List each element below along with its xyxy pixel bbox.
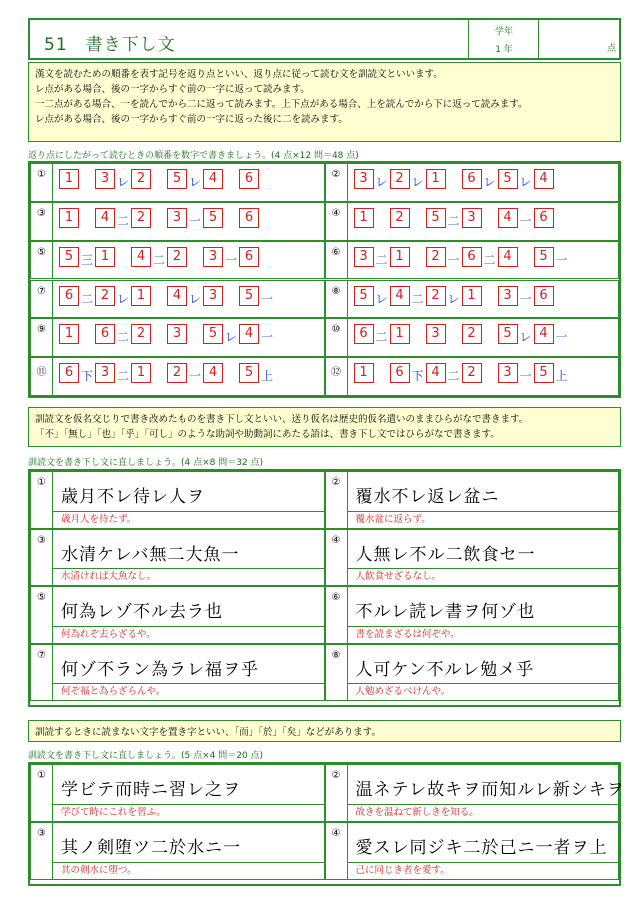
section3-grid <box>28 762 625 886</box>
answer-box[interactable]: 5 <box>167 169 187 189</box>
answer-box[interactable]: 4 <box>167 286 187 306</box>
intro-line: 漢文を読むための順番を表す記号を返り点といい、返り点に従って読む文を訓読文といいます。 <box>35 69 443 80</box>
return-mark: 二 <box>81 291 94 306</box>
answer-box[interactable]: 2 <box>131 208 151 228</box>
return-mark: 二 <box>375 252 388 267</box>
item-number: ⑥ <box>326 587 348 643</box>
item-number: ② <box>326 765 348 821</box>
return-mark: 一 <box>225 252 238 267</box>
kanbun-item <box>325 471 620 529</box>
item-number: ④ <box>326 203 348 240</box>
order-item <box>30 357 325 396</box>
order-sequence <box>59 363 275 383</box>
return-mark: レ <box>519 175 532 189</box>
answer-box[interactable]: 4 <box>534 169 554 189</box>
order-sequence <box>354 208 570 228</box>
answer-box[interactable]: 1 <box>131 286 151 306</box>
order-item <box>30 202 325 241</box>
answer-box[interactable]: 1 <box>462 286 482 306</box>
return-mark: 一 <box>555 252 568 267</box>
answer-box[interactable]: 1 <box>59 169 79 189</box>
item-number: ③ <box>31 530 53 586</box>
item-number: ⑨ <box>31 319 53 356</box>
order-item <box>30 241 325 280</box>
answer-box[interactable]: 5 <box>534 247 554 267</box>
kanbun-text: 人無レ不ル二飲食セ一 <box>355 544 536 565</box>
kakikudashi-answer[interactable]: 学びて時にこれを習ふ。 <box>61 807 166 818</box>
item-number: ⑥ <box>326 242 348 279</box>
answer-box[interactable]: 3 <box>354 247 374 267</box>
kakikudashi-answer[interactable]: 何ぞ福と為らざらんや。 <box>61 686 166 697</box>
kanbun-text: 学ビテ而時ニ習レ之ヲ <box>61 780 241 800</box>
order-sequence <box>354 169 570 189</box>
answer-box[interactable]: 3 <box>462 208 482 228</box>
kanbun-item <box>325 586 620 644</box>
kakikudashi-answer[interactable]: 覆水盆に返らず。 <box>355 513 431 525</box>
return-mark: レ <box>447 291 460 306</box>
order-item <box>325 357 620 396</box>
return-mark: 下 <box>81 369 94 384</box>
item-number: ⑧ <box>326 645 348 701</box>
kakikudashi-answer[interactable]: 書を読まざるは何ぞや。 <box>355 628 460 640</box>
kakikudashi-answer[interactable]: 己に同じき者を愛す。 <box>355 865 450 876</box>
answer-box[interactable]: 1 <box>426 169 446 189</box>
item-number: ⑦ <box>31 645 53 701</box>
order-sequence <box>354 324 570 344</box>
item-number: ⑤ <box>31 242 53 279</box>
answer-box[interactable]: 2 <box>167 363 187 383</box>
return-mark: 一 <box>261 330 274 345</box>
return-mark: 二 <box>117 369 130 384</box>
kakikudashi-answer[interactable]: 故きを温ねて新しきを知る。 <box>355 807 479 818</box>
answer-box[interactable]: 6 <box>462 169 482 189</box>
item-number: ⑫ <box>326 358 348 395</box>
item-number: ④ <box>326 823 348 879</box>
answer-box[interactable]: 4 <box>131 247 151 267</box>
item-number: ⑤ <box>31 587 53 643</box>
kakikudashi-answer[interactable]: 何為れぞ去らざるや。 <box>61 628 156 640</box>
return-mark: 二 <box>411 291 424 306</box>
answer-box[interactable]: 4 <box>426 363 446 383</box>
answer-box[interactable]: 4 <box>498 247 518 267</box>
answer-box[interactable]: 6 <box>462 247 482 267</box>
return-mark: レ <box>375 175 388 189</box>
item-number: ③ <box>31 203 53 240</box>
answer-box[interactable]: 4 <box>534 324 554 344</box>
answer-box[interactable]: 6 <box>239 247 259 267</box>
kakikudashi-answer[interactable]: 水清ければ大魚なし。 <box>61 571 157 582</box>
section3-instruction: 訓読文を書き下し文に直しましょう。(5 点×4 問＝20 点) <box>28 751 264 761</box>
intro-line: 一二点がある場合、一を読んでから二に返って読みます。上下点がある場合、上を読んでから下に返って読みます。 <box>35 99 528 110</box>
return-mark: レ <box>189 175 202 189</box>
return-mark: レ <box>411 175 424 189</box>
return-mark: 三 <box>81 252 94 267</box>
kanbun-item <box>30 822 325 880</box>
return-mark: 二 <box>483 252 496 267</box>
answer-box[interactable]: 5 <box>354 286 374 306</box>
item-number: ③ <box>31 823 53 879</box>
order-item <box>30 163 325 202</box>
kakikudashi-answer[interactable]: 其の剣水に堕つ。 <box>61 865 137 876</box>
section2-grid <box>28 469 621 707</box>
return-mark: 二 <box>153 252 166 267</box>
order-sequence <box>59 247 275 267</box>
answer-box[interactable]: 4 <box>95 208 115 228</box>
order-sequence <box>59 208 275 228</box>
points-label: 点 <box>606 44 616 54</box>
answer-box[interactable]: 1 <box>59 324 79 344</box>
order-item <box>325 202 620 241</box>
item-number: ⑪ <box>31 358 53 395</box>
answer-box[interactable]: 6 <box>239 208 259 228</box>
worksheet-header <box>28 18 621 60</box>
return-mark: 一 <box>555 330 568 345</box>
answer-box[interactable]: 5 <box>426 208 446 228</box>
answer-box[interactable]: 3 <box>498 286 518 306</box>
item-number: ① <box>31 472 53 528</box>
answer-box[interactable]: 2 <box>95 286 115 306</box>
kanbun-item <box>30 764 325 822</box>
kanbun-text: 覆水不レ返レ盆ニ <box>355 487 500 507</box>
answer-box[interactable]: 2 <box>167 247 187 267</box>
return-mark: 一 <box>189 369 202 384</box>
kanbun-item <box>325 822 620 880</box>
return-mark: 二 <box>117 213 130 228</box>
return-mark: レ <box>225 330 238 345</box>
kanbun-text: 温ネテレ故キヲ而知ルレ新シキヲ <box>355 780 625 800</box>
grade-box <box>468 20 539 58</box>
answer-box[interactable]: 4 <box>203 169 223 189</box>
order-item <box>325 163 620 202</box>
return-mark: 一 <box>519 213 532 228</box>
answer-box[interactable]: 2 <box>462 324 482 344</box>
answer-box[interactable]: 3 <box>95 169 115 189</box>
intro-returnmarks <box>28 62 621 142</box>
kakikudashi-answer[interactable]: 人勉めざるべけんや。 <box>355 686 451 697</box>
kanbun-text: 愛スレ同ジキ二於己ニ一者ヲ上 <box>355 838 608 858</box>
answer-box[interactable]: 5 <box>203 208 223 228</box>
kanbun-item <box>30 529 325 587</box>
answer-box[interactable]: 1 <box>390 324 410 344</box>
answer-box[interactable]: 6 <box>390 363 410 383</box>
kanbun-text: 人可ケン不ルレ勉メ乎 <box>355 659 535 680</box>
return-mark: 二 <box>447 369 460 384</box>
intro-okiji <box>28 720 621 742</box>
return-mark: 一 <box>189 213 202 228</box>
return-mark: 二 <box>375 330 388 345</box>
answer-box[interactable]: 4 <box>390 286 410 306</box>
kakikudashi-answer[interactable]: 歳月人を待たず。 <box>61 513 137 525</box>
grade-value: 1 年 <box>495 45 513 55</box>
order-sequence <box>354 363 570 383</box>
answer-box[interactable]: 6 <box>534 286 554 306</box>
kanbun-text: 不ルレ読レ書ヲ何ゾ也 <box>355 602 536 622</box>
order-item <box>325 318 620 357</box>
return-mark: 下 <box>411 369 424 384</box>
answer-box[interactable]: 1 <box>131 363 151 383</box>
return-mark: 一 <box>447 252 460 267</box>
section2-instruction: 訓読文を書き下し文に直しましょう。(4 点×8 問＝32 点) <box>28 458 264 468</box>
answer-box[interactable]: 6 <box>534 208 554 228</box>
answer-box[interactable]: 3 <box>167 324 187 344</box>
answer-box[interactable]: 4 <box>239 324 259 344</box>
answer-box[interactable]: 5 <box>498 324 518 344</box>
section1-grid <box>28 161 621 398</box>
order-sequence <box>59 169 275 189</box>
return-mark: レ <box>117 291 130 306</box>
return-mark: レ <box>375 291 388 306</box>
order-item <box>30 280 325 319</box>
intro-line: 訓読文を仮名交じりで書き改めたものを書き下し文といい、送り仮名は歴史的仮名遣いのままひらがなで書きます。 <box>35 414 529 425</box>
kanbun-item <box>30 471 325 529</box>
order-item <box>325 241 620 280</box>
answer-box[interactable]: 2 <box>426 286 446 306</box>
kanbun-text: 何ゾ不ラン為ラレ福ヲ乎 <box>61 659 259 680</box>
return-mark: レ <box>189 291 202 306</box>
answer-box[interactable]: 2 <box>131 169 151 189</box>
kanbun-text: 歳月不レ待レ人ヲ <box>61 487 205 507</box>
answer-box[interactable]: 2 <box>462 363 482 383</box>
answer-box[interactable]: 5 <box>59 247 79 267</box>
grade-label: 学年 <box>494 27 513 37</box>
answer-box[interactable]: 3 <box>426 324 446 344</box>
answer-box[interactable]: 3 <box>498 363 518 383</box>
item-number: ⑦ <box>31 281 53 318</box>
return-mark: 二 <box>117 330 130 345</box>
kanbun-item <box>325 644 620 702</box>
answer-box[interactable]: 1 <box>95 247 115 267</box>
intro-line: レ点がある場合、後の一字からすぐ前の一字に返って読みます。 <box>35 84 310 95</box>
intro-line: 訓読するときに読まない文字を置き字といい、「而」「於」「矣」などがあります。 <box>35 727 381 738</box>
order-sequence <box>59 324 275 344</box>
answer-box[interactable]: 3 <box>203 286 223 306</box>
answer-box[interactable]: 6 <box>59 363 79 383</box>
answer-box[interactable]: 4 <box>203 363 223 383</box>
return-mark: レ <box>483 175 496 189</box>
answer-box[interactable]: 3 <box>203 247 223 267</box>
return-mark: 二 <box>447 213 460 228</box>
order-item <box>325 280 620 319</box>
order-sequence <box>354 247 570 267</box>
answer-box[interactable]: 3 <box>354 169 374 189</box>
answer-box[interactable]: 6 <box>59 286 79 306</box>
answer-box[interactable]: 5 <box>203 324 223 344</box>
answer-box[interactable]: 1 <box>59 208 79 228</box>
answer-box[interactable]: 5 <box>498 169 518 189</box>
kanbun-item <box>325 764 625 822</box>
answer-box[interactable]: 1 <box>390 247 410 267</box>
answer-box[interactable]: 6 <box>95 324 115 344</box>
kanbun-text: 其ノ剣堕ツ二於水ニ一 <box>61 838 241 858</box>
answer-box[interactable]: 3 <box>167 208 187 228</box>
score-box <box>538 20 622 58</box>
answer-box[interactable]: 3 <box>95 363 115 383</box>
item-number: ⑧ <box>326 281 348 318</box>
kanbun-item <box>30 586 325 644</box>
return-mark: 上 <box>555 369 568 384</box>
kakikudashi-answer[interactable]: 人飲食せざるなし。 <box>355 571 442 582</box>
intro-line: レ点がある場合、後の一字からすぐ前の一字に返った後に二を読みます。 <box>35 114 348 125</box>
answer-box[interactable]: 2 <box>390 208 410 228</box>
intro-kakikudashi <box>28 407 621 447</box>
order-sequence <box>59 286 275 306</box>
answer-box[interactable]: 2 <box>131 324 151 344</box>
page-title: 51 書き下し文 <box>44 35 176 55</box>
answer-box[interactable]: 5 <box>239 363 259 383</box>
answer-box[interactable]: 1 <box>354 363 374 383</box>
item-number: ① <box>31 164 53 201</box>
answer-box[interactable]: 5 <box>239 286 259 306</box>
return-mark: 上 <box>261 369 274 384</box>
answer-box[interactable]: 2 <box>426 247 446 267</box>
return-mark: レ <box>519 330 532 345</box>
answer-box[interactable]: 1 <box>354 208 374 228</box>
answer-box[interactable]: 5 <box>534 363 554 383</box>
answer-box[interactable]: 4 <box>498 208 518 228</box>
return-mark: 一 <box>519 369 532 384</box>
item-number: ① <box>31 765 53 821</box>
kanbun-text: 水清ケレバ無二大魚一 <box>61 544 240 565</box>
order-item <box>30 318 325 357</box>
item-number: ② <box>326 472 348 528</box>
return-mark: 一 <box>261 291 274 306</box>
kanbun-item <box>30 644 325 702</box>
return-mark: レ <box>117 175 130 189</box>
item-number: ④ <box>326 530 348 586</box>
return-mark: 一 <box>519 291 532 306</box>
item-number: ② <box>326 164 348 201</box>
intro-line: 「不」「無し」「也」「乎」「可し」のような助詞や助動詞にあたる語は、書き下し文ではひらがなで書きます。 <box>35 429 500 440</box>
section1-instruction: 返り点にしたがって読むときの順番を数字で書きましょう。(4 点×12 問＝48 点) <box>28 151 359 161</box>
answer-box[interactable]: 6 <box>354 324 374 344</box>
kanbun-text: 何為レゾ不ル去ラ也 <box>61 602 223 622</box>
order-sequence <box>354 286 570 306</box>
kanbun-item <box>325 529 620 587</box>
item-number: ⑩ <box>326 319 348 356</box>
answer-box[interactable]: 6 <box>239 169 259 189</box>
answer-box[interactable]: 2 <box>390 169 410 189</box>
